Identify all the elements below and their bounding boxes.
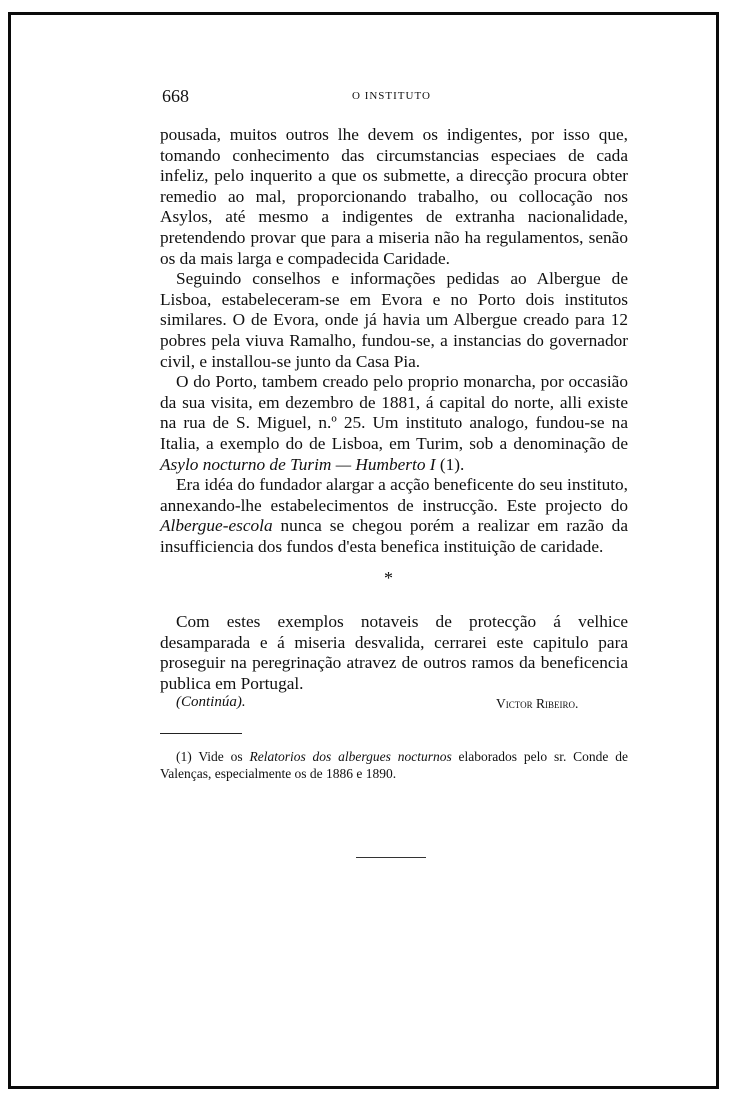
footnote-reference: (1). xyxy=(435,454,465,474)
paragraph-3-text: O do Porto, tambem creado pelo proprio monarcha, por occasião da sua visita, em dezembro de 1881, á capital do norte, alli existe na rua de S. Miguel, n.º 25. Um instituto analogo, fundou-se na Italia, a exemplo do de Lisboa, em Turim, sob a denominação de xyxy=(160,372,628,453)
footnote-marker-text: (1) Vide os xyxy=(176,749,250,764)
closing-section xyxy=(160,612,628,694)
footnote-divider xyxy=(160,733,242,734)
footnote-text-end: elaborados pelo sr. Conde de Valenças, especialmente os de 1886 e 1890. xyxy=(160,749,628,781)
running-title: O INSTITUTO xyxy=(352,90,431,102)
footnote-text xyxy=(160,748,628,782)
albergue-escola-term: Albergue-escola xyxy=(160,516,273,536)
paragraph-1: pousada, muitos outros lhe devem os indigentes, por isso que, tomando conhecimento das circumstancias especiaes de cada infeliz, pelo inquerito a que os submette, a direcção procura obter remedio ao mal, proporcionando trabalho, ou collocação nos Asylos, até mesmo a indigentes de extranha nacionalidade, pretendendo provar que para a miseria não ha regulamentos, senão os da mais larga e compadecida Caridade. xyxy=(160,125,628,268)
continua-note: (Continúa). xyxy=(176,694,246,710)
section-asterism: * xyxy=(384,568,393,588)
body-text xyxy=(160,125,628,557)
paragraph-4-text-end: nunca se chegou porém a realizar em razão da insufficiencia dos fundos d'esta benefica instituição de caridade. xyxy=(160,516,628,556)
footnote xyxy=(160,748,628,782)
paragraph-2: Seguindo conselhos e informações pedidas ao Albergue de Lisboa, estabeleceram-se em Evora e no Porto dois institutos similares. O de Evora, onde já havia um Albergue creado para 12 pobres pela viuva Ramalho, fundou-se, a instancias do governador civil, e installou-se junto da Casa Pia. xyxy=(160,269,628,371)
page-number: 668 xyxy=(162,86,189,106)
author-signature: Victor Ribeiro. xyxy=(496,696,579,711)
asylo-title: Asylo nocturno de Turim — Humberto I xyxy=(160,454,436,474)
running-header xyxy=(162,86,642,112)
paragraph-3 xyxy=(160,372,628,475)
paragraph-4 xyxy=(160,475,628,557)
closing-paragraph: Com estes exemplos notaveis de protecção á velhice desamparada e á miseria desvalida, cerrarei este capitulo para proseguir na peregrinação atravez de outros ramos da beneficencia publica em Portugal. xyxy=(160,612,628,693)
footnote-italic-title: Relatorios dos albergues nocturnos xyxy=(249,749,452,764)
paragraph-4-text: Era idéa do fundador alargar a acção beneficente do seu instituto, annexando-lhe estabelecimentos de instrucção. Este projecto do xyxy=(160,475,628,515)
end-divider xyxy=(356,857,426,858)
